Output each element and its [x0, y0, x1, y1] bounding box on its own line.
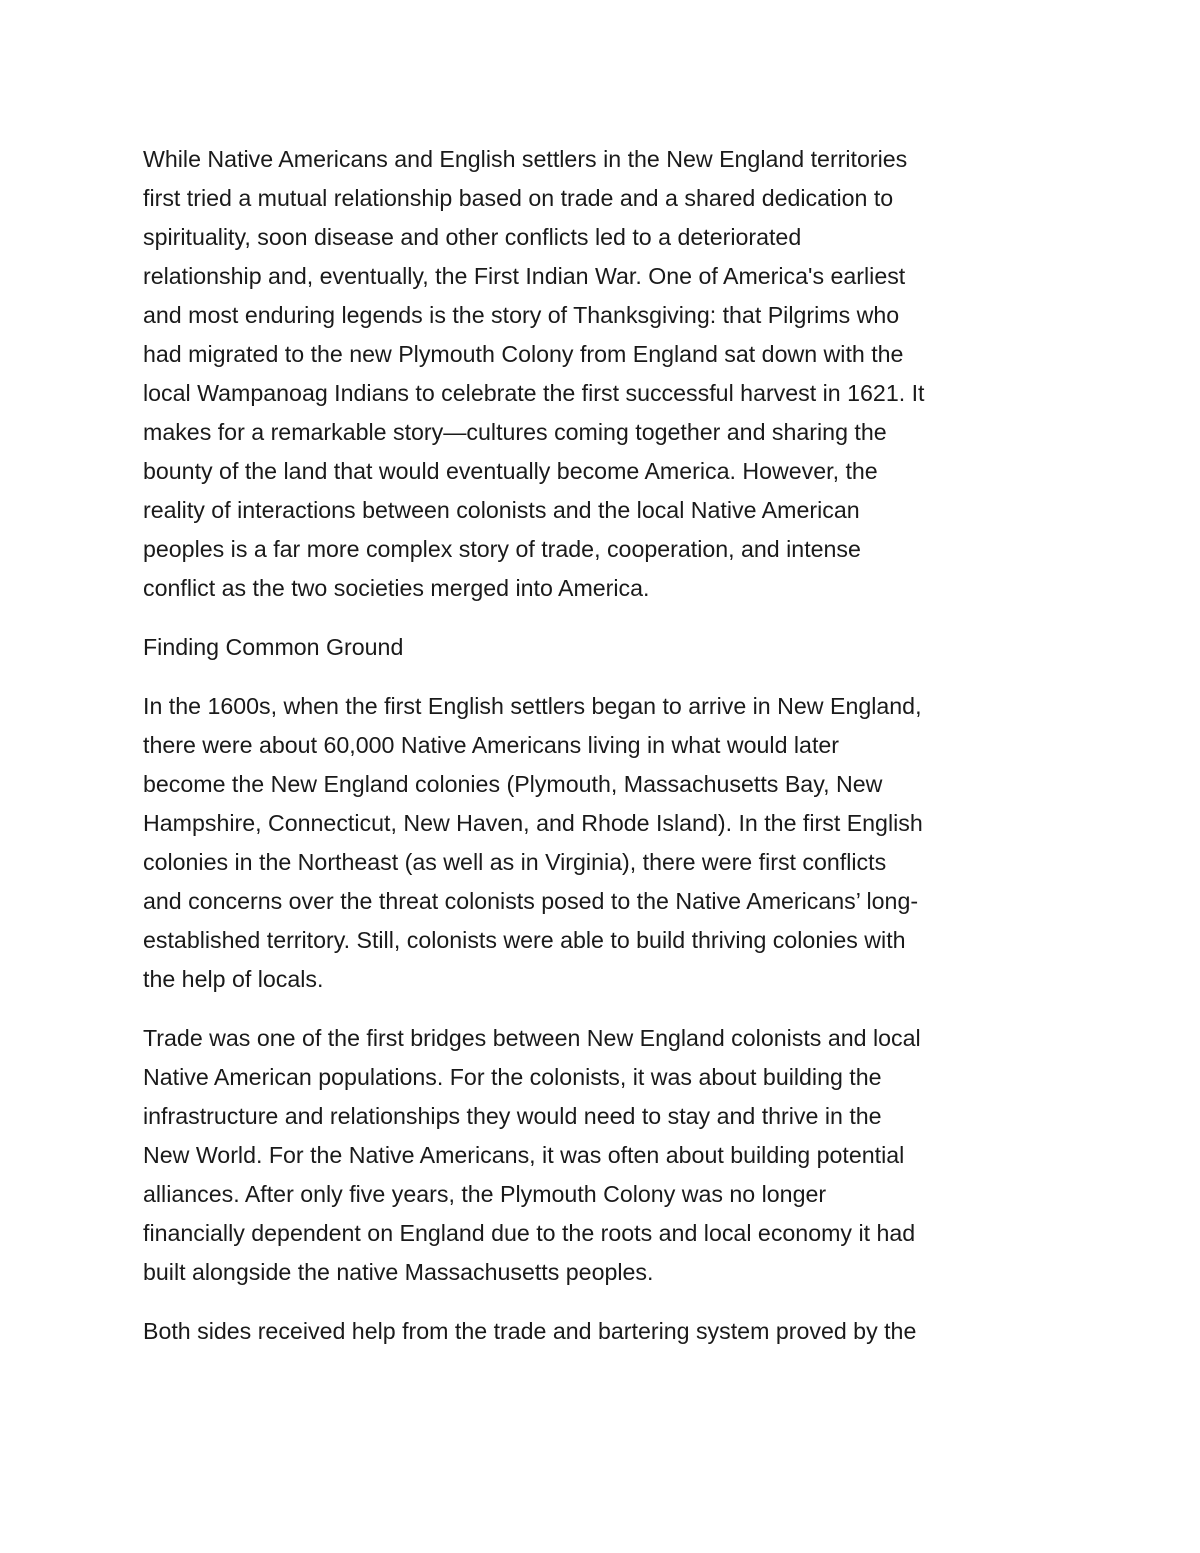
text-line: Hampshire, Connecticut, New Haven, and Rhode Island). In the first English [143, 810, 923, 836]
text-line: and most enduring legends is the story of Thanksgiving: that Pilgrims who [143, 302, 900, 328]
text-line: Native American populations. For the colonists, it was about building the [143, 1064, 882, 1090]
text-line: relationship and, eventually, the First Indian War. One of America's earliest [143, 263, 906, 289]
text-line: spirituality, soon disease and other conflicts led to a deteriorated [143, 224, 802, 250]
text-line: bounty of the land that would eventually become America. However, the [143, 458, 878, 484]
text-line: had migrated to the new Plymouth Colony from England sat down with the [143, 341, 904, 367]
section-heading [143, 628, 1063, 667]
text-line: infrastructure and relationships they would need to stay and thrive in the [143, 1103, 882, 1129]
text-line: built alongside the native Massachusetts peoples. [143, 1259, 654, 1285]
text-line: become the New England colonies (Plymouth, Massachusetts Bay, New [143, 771, 883, 797]
text-line: there were about 60,000 Native Americans living in what would later [143, 732, 840, 758]
text-line: conflict as the two societies merged into America. [143, 575, 650, 601]
text-line: the help of locals. [143, 966, 324, 992]
paragraph [143, 1312, 1063, 1351]
text-line: and concerns over the threat colonists posed to the Native Americans’ long- [143, 888, 919, 914]
text-line: alliances. After only five years, the Plymouth Colony was no longer [143, 1181, 827, 1207]
text-line: reality of interactions between colonists and the local Native American [143, 497, 860, 523]
text-line: peoples is a far more complex story of trade, cooperation, and intense [143, 536, 861, 562]
text-line: New World. For the Native Americans, it was often about building potential [143, 1142, 905, 1168]
paragraph [143, 140, 1063, 608]
text-line: established territory. Still, colonists were able to build thriving colonies with [143, 927, 906, 953]
text-line: financially dependent on England due to the roots and local economy it had [143, 1220, 916, 1246]
paragraph [143, 1019, 1063, 1292]
document-body [143, 140, 1063, 1371]
text-line: Trade was one of the first bridges between New England colonists and local [143, 1025, 921, 1051]
text-line: In the 1600s, when the first English settlers began to arrive in New England, [143, 693, 922, 719]
heading-text: Finding Common Ground [143, 634, 404, 660]
text-line: While Native Americans and English settlers in the New England territories [143, 146, 908, 172]
text-line: Both sides received help from the trade and bartering system proved by the [143, 1318, 917, 1344]
text-line: colonies in the Northeast (as well as in Virginia), there were first conflicts [143, 849, 887, 875]
paragraph [143, 687, 1063, 999]
text-line: local Wampanoag Indians to celebrate the first successful harvest in 1621. It [143, 380, 925, 406]
text-line: makes for a remarkable story—cultures coming together and sharing the [143, 419, 887, 445]
text-line: first tried a mutual relationship based on trade and a shared dedication to [143, 185, 894, 211]
